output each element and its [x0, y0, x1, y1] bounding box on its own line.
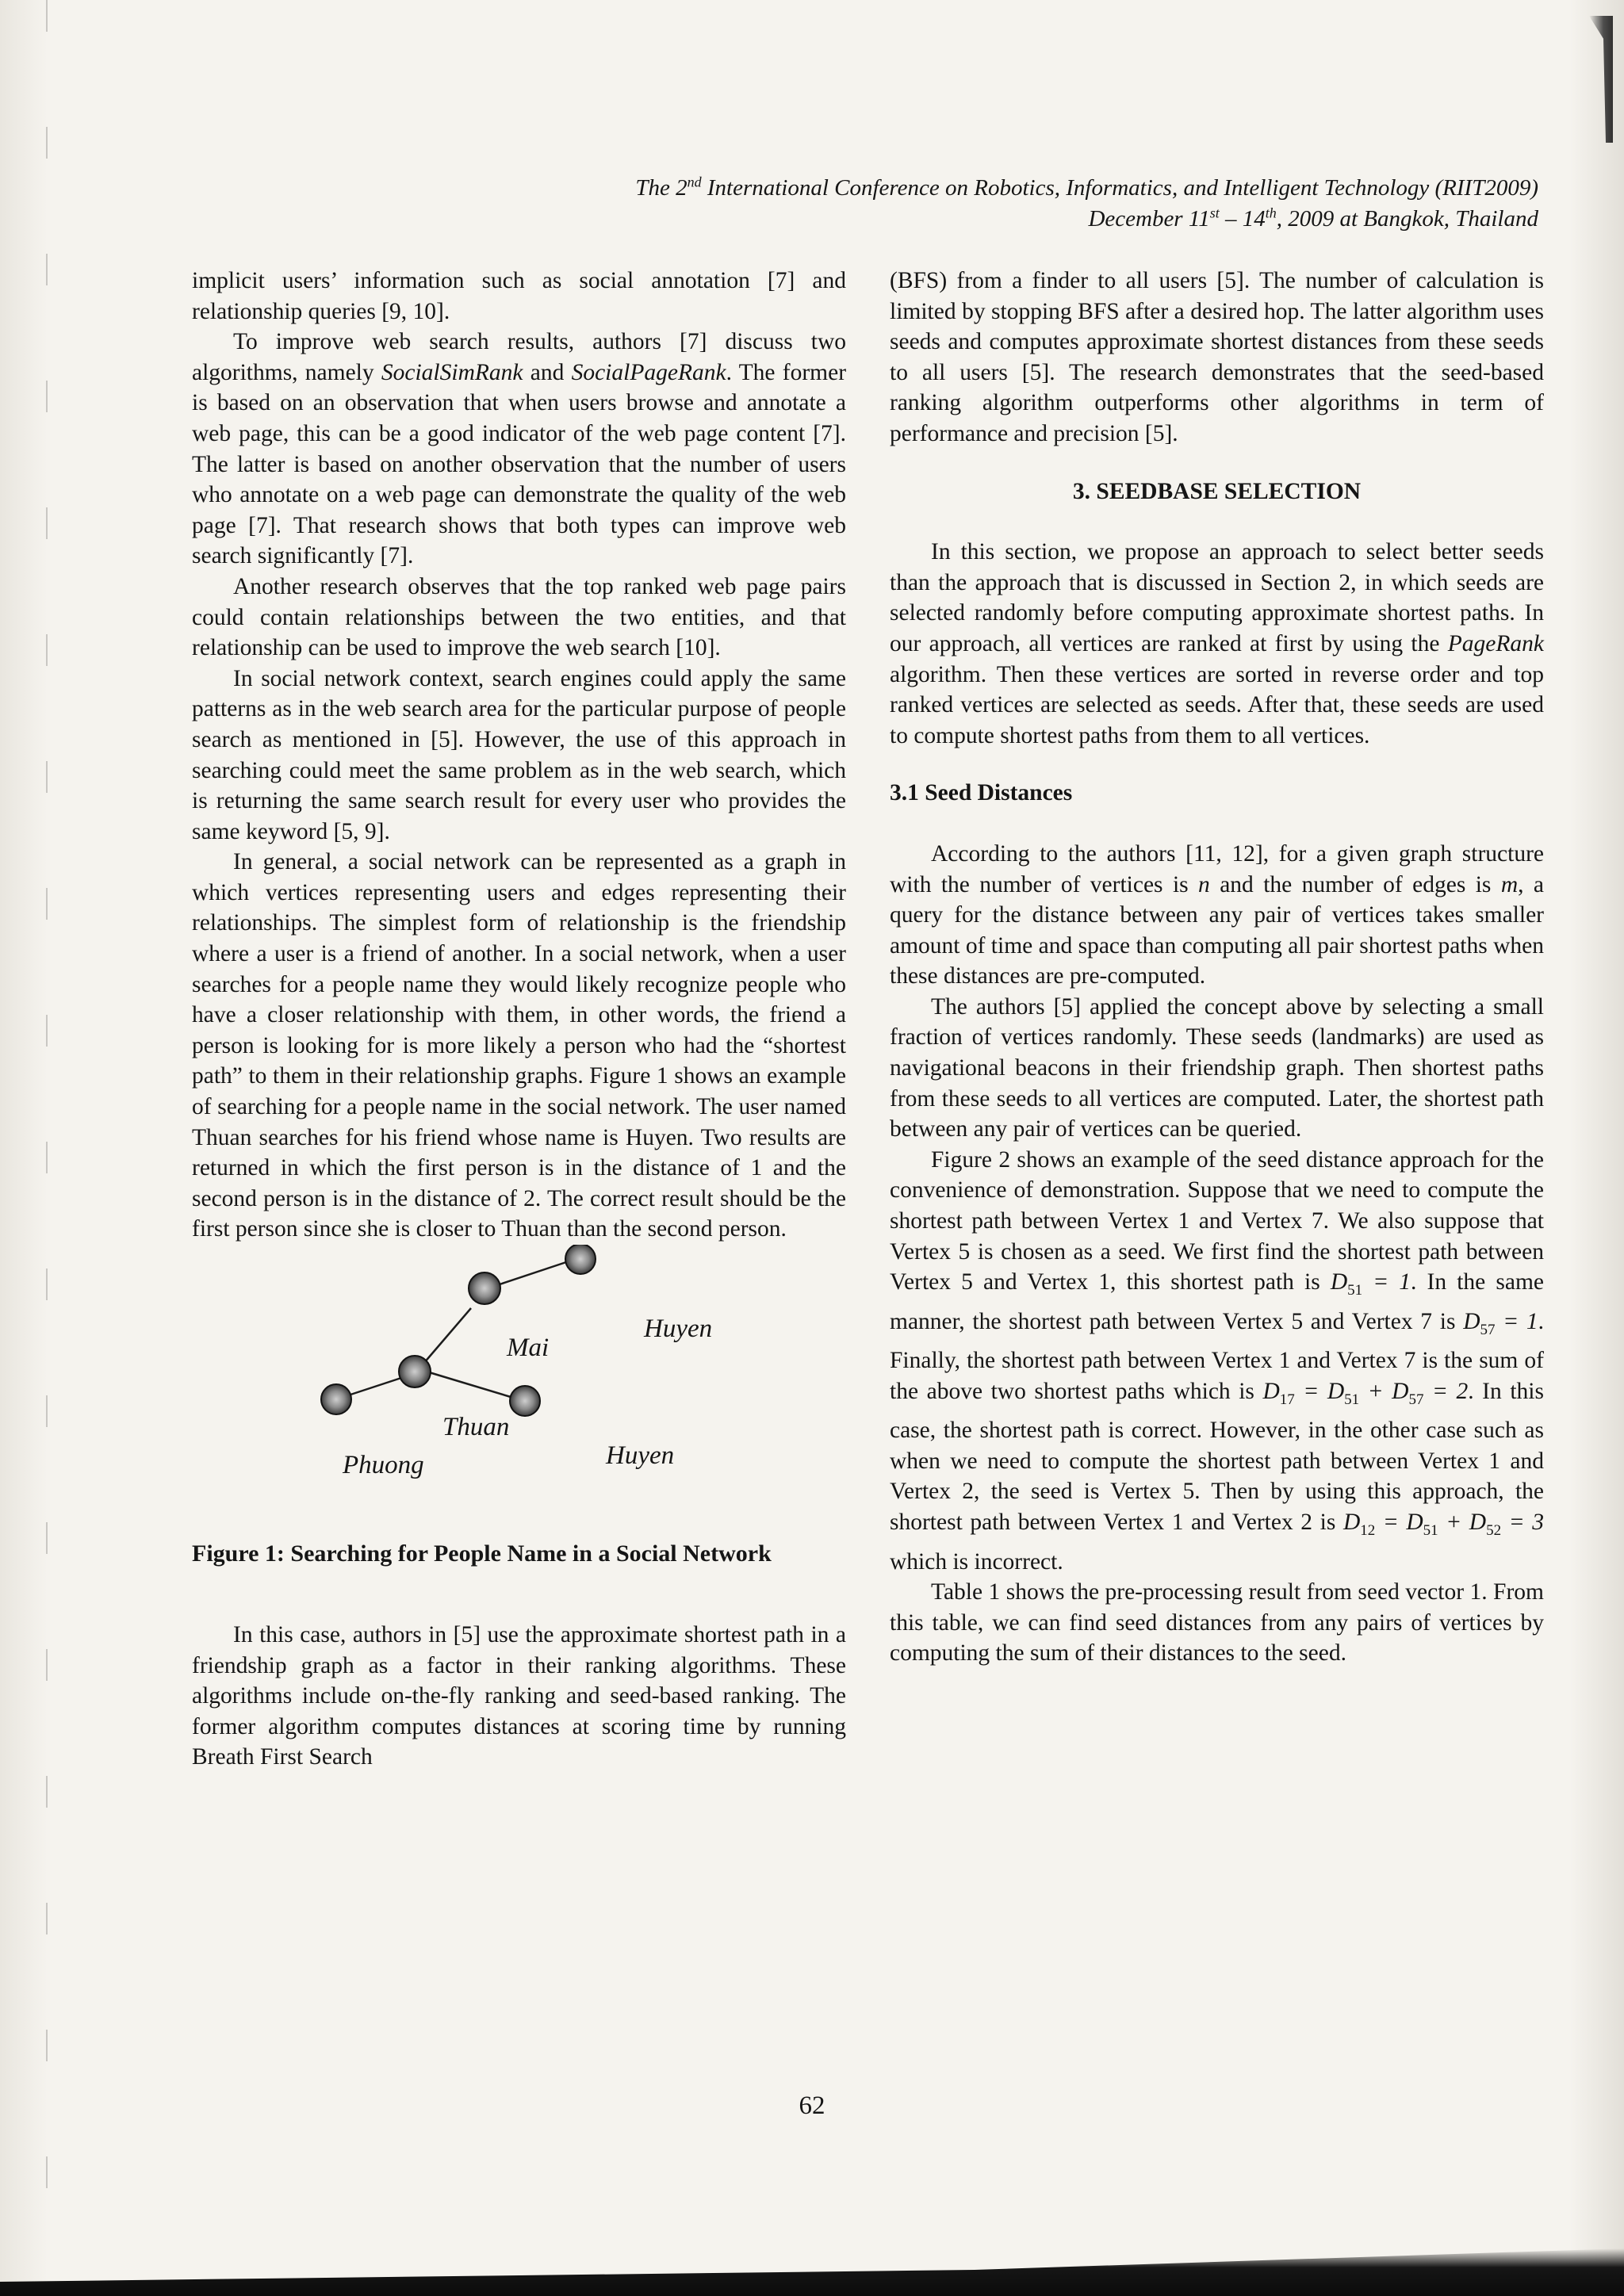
page-number: 62 — [799, 2091, 825, 2120]
edge-mai-huyen — [500, 1262, 566, 1284]
paragraph: To improve web search results, authors [7] discuss two algorithms, namely SocialSimRank and SocialPageRank. The former is based on an observation that when users browse and annotate a web page, this can be a good indicator of the web page content [7]. The latter is based on another observation that the number of users who annotate on a web page can demonstrate the quality of the web page [7]. That research shows that both types can improve web search significantly [7]. — [192, 329, 847, 569]
paragraph: implicit users’ information such as social annotation [7] and relationship queries [9, 10]. — [192, 268, 846, 324]
paragraph: The authors [5] applied the concept above by selecting a small fraction of vertices randomly. These seeds (landmarks) are used as navigational beacons in their friendship graph. Then shortest paths from these seeds to all vertices are computed. Later, the shortest path between any pair of vertices can be queried. — [890, 993, 1544, 1142]
paragraph: In this case, authors in [5] use the approximate shortest path in a friendship graph as a factor in their ranking algorithms. These algorithms include on-the-fly ranking and seed-based ranking. The former algorithm computes distances at scoring time by running Breath First Search — [192, 1622, 846, 1770]
paragraph: Another research observes that the top ranked web page pairs could contain relationships between the two entities, and that relationship can be used to improve the web search [10]. — [192, 573, 846, 661]
scan-margin-marks — [46, 0, 48, 2296]
running-header-conference: The 2nd International Conference on Robotics, Informatics, and Intelligent Technology (RIIT2009) — [635, 174, 1538, 201]
paragraph: Figure 2 shows an example of the seed distance approach for the convenience of demonstration. Suppose that we need to compute the shortest path between Vertex 1 and Vertex 7. We also suppose that Vertex 5 is chosen as a seed. We first find the shortest path between Vertex 5 and Vertex 1, this shortest path is $D_{51} = 1$. In the same manner, the shortest path between Vertex 5 and Vertex 7 is $D_{57} = 1$. Finally, the shortest path between Vertex 1 and Vertex 7 is the sum of the above two shortest paths which is $D_{17} = D_{51} + D_{57} = 2$. In this case, the shortest path is correct. However, in the other case such as when we need to compute the shortest path between Vertex 1 and Vertex 2, the seed is Vertex 5. Then by using this approach, the shortest path between Vertex 1 and Vertex 2 is $D_{12} = D_{51} + D_{52} = 3$ which is incorrect. — [890, 1146, 1544, 1575]
paragraph: In this section, we propose an approach to select better seeds than the approach that is discussed in Section 2, in which seeds are selected randomly before computing approximate shortest paths. In our approach, all vertices are ranked at first by using the PageRank algorithm. Then these vertices are sorted in reverse order and top ranked vertices are selected as seeds. After that, these seeds are used to compute shortest paths from them to all vertices. — [890, 539, 1544, 748]
label-huyen-bottom: Huyen — [606, 1441, 675, 1470]
paragraph: (BFS) from a finder to all users [5]. The number of calculation is limited by stopping BFS after a desired hop. The latter algorithm uses seeds and computes approximate shortest distances from these seeds to all users [5]. The research demonstrates that the seed-based ranking algorithm outperforms other algorithms in term of performance and precision [5]. — [890, 268, 1544, 446]
equation-d17: $D_{17} = D_{51} + D_{57} = 2$ — [1262, 1378, 1469, 1408]
paragraph: Table 1 shows the pre-processing result from seed vector 1. From this table, we can find seed distances from any pairs of vertices by computing the sum of their distances to the seed. — [890, 1579, 1544, 1667]
equation-d57: $D_{57} = 1$ — [1463, 1308, 1538, 1338]
edge-thuan-phuong — [343, 1378, 401, 1397]
figure-1-caption: Figure 1: Searching for People Name in a Social Network — [192, 1540, 772, 1567]
node-thuan — [399, 1356, 431, 1387]
paragraph: In general, a social network can be represented as a graph in which vertices representing users and edges representing their relationships. The simplest form of relationship is the friendship where a user is a friend of another. In a social network, when a user searches for a people name they would likely recognize people who have a closer relationship with them, in other words, the friend a person is looking for is more likely a person who had the “shortest path” to them in their relationship graphs. Figure 1 shows an example of searching for a people name in the social network. The user named Thuan searches for his friend whose name is Huyen. Two results are returned in which the first person is in the distance of 1 and the second person is in the distance of 2. The correct result should be the first person since she is closer to Thuan than the second person. — [192, 849, 846, 1242]
node-huyen-bottom — [510, 1386, 540, 1416]
label-huyen-top: Huyen — [644, 1314, 713, 1343]
running-header-date: December 11st – 14th, 2009 at Bangkok, Thailand — [1088, 205, 1538, 232]
section-title: 3. SEEDBASE SELECTION — [1072, 478, 1362, 504]
left-column — [192, 266, 846, 1773]
label-thuan: Thuan — [442, 1413, 510, 1441]
right-column — [890, 266, 1544, 1669]
paragraph: According to the authors [11, 12], for a given graph structure with the number of vertices is n and the number of edges is m, a query for the distance between any pair of vertices takes smaller amount of time and space than computing all pair shortest paths when these distances are pre-computed. — [890, 840, 1545, 989]
edge-mai-thuan — [423, 1308, 471, 1364]
node-phuong — [321, 1384, 351, 1414]
equation-d51: $D_{51} = 1$ — [1330, 1269, 1411, 1299]
label-phuong: Phuong — [343, 1451, 424, 1479]
edge-thuan-huyen — [427, 1372, 511, 1397]
social-graph-svg — [192, 1245, 846, 1490]
label-mai: Mai — [507, 1334, 550, 1362]
node-huyen-top — [565, 1245, 596, 1274]
equation-d12: $D_{12} = D_{51} + D_{52} = 3$ — [1342, 1510, 1544, 1539]
figure-1-social-graph — [192, 1245, 846, 1490]
paragraph: In social network context, search engines could apply the same patterns as in the web search area for the particular purpose of people search as mentioned in [5]. However, the use of this approach in searching could meet the same problem as in the web search, which is returning the same search result for every user who provides the same keyword [5, 9]. — [192, 665, 846, 844]
node-mai — [469, 1272, 500, 1304]
subsection-title: 3.1 Seed Distances — [890, 780, 1073, 806]
